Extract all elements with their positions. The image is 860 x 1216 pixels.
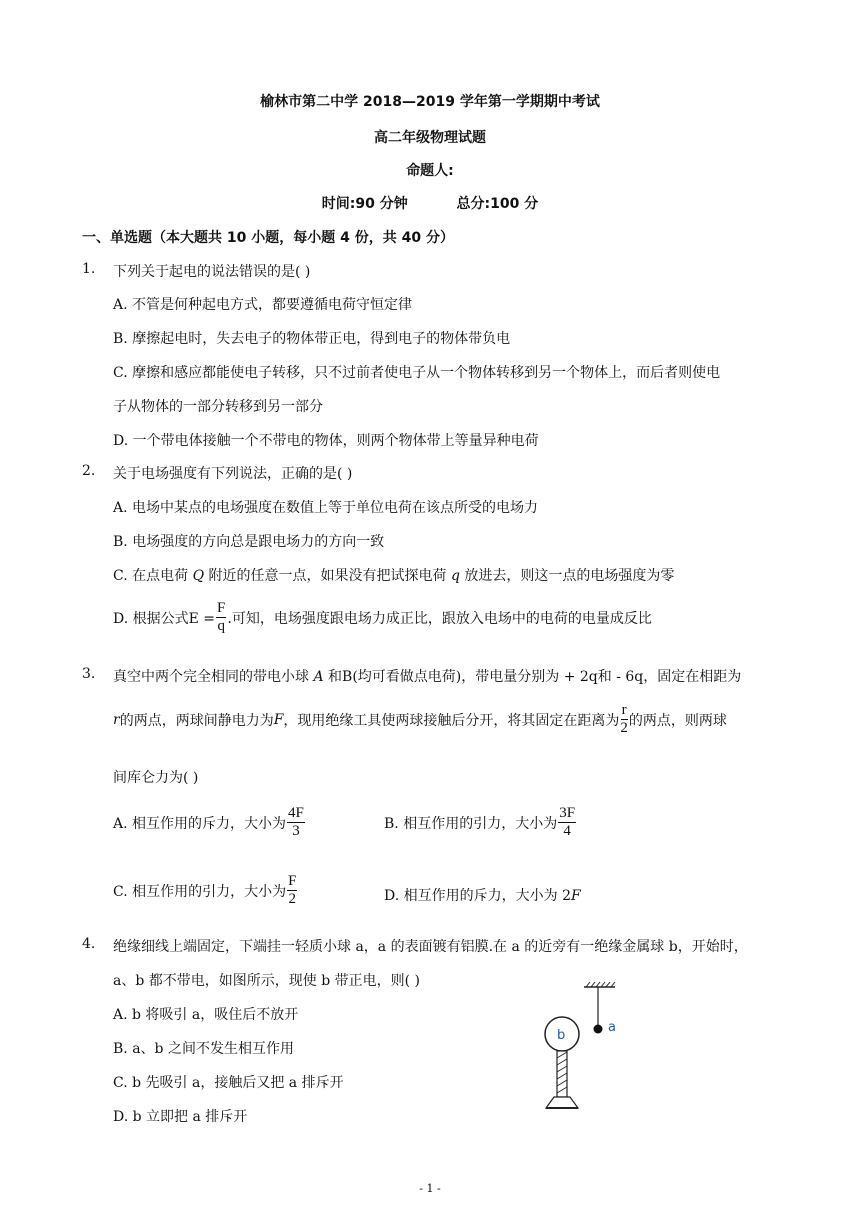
q1-option-c-line2: 子从物体的一部分转移到另一部分 — [113, 399, 323, 415]
q2-c-q: q — [450, 568, 460, 584]
q3-l1-text1: 真空中两个完全相同的带电小球 — [113, 669, 314, 685]
q2-d-text1: D. 根据公式E = — [113, 610, 216, 627]
page-number: - 1 - — [419, 1182, 441, 1195]
q3-a-text: A. 相互作用的斥力，大小为 — [113, 815, 287, 832]
time-info: 时间:90 分钟 总分:100 分 — [321, 196, 539, 212]
q3-l2-fraction — [620, 702, 628, 737]
q2-option-c — [113, 565, 674, 585]
q4-option-c: C. b 先吸引 a，接触后又把 a 排斥开 — [113, 1075, 344, 1091]
q2-option-b: B. 电场强度的方向总是跟电场力的方向一致 — [113, 534, 385, 550]
q1-number: 1. — [82, 261, 96, 277]
q3-option-c — [113, 873, 298, 908]
q3-l2-text1: 的两点，两球间静电力为 — [119, 712, 274, 729]
q2-c-text3: 放进去，则这一点的电场强度为零 — [459, 568, 675, 584]
q3-l2-denominator: 2 — [620, 720, 628, 736]
q4-number: 4. — [82, 936, 96, 952]
q1-option-a: A. 不管是何种起电方式，都要遵循电荷守恒定律 — [113, 297, 413, 313]
q3-stem-line1 — [113, 666, 741, 686]
ball-a — [594, 1025, 603, 1034]
q2-c-Q: Q — [192, 568, 205, 584]
q3-a-fraction — [287, 805, 305, 840]
q4-option-d: D. b 立即把 a 排斥开 — [113, 1109, 248, 1125]
q4-option-b: B. a、b 之间不发生相互作用 — [113, 1041, 294, 1057]
q2-c-text2: 附近的任意一点，如果没有把试探电荷 — [204, 568, 451, 584]
q4-stem-line1: 绝缘细线上端固定，下端挂一轻质小球 a，a 的表面镀有铝膜.在 a 的近旁有一绝缘金属球 b，开始时， — [113, 939, 748, 955]
q3-c-text: C. 相互作用的引力，大小为 — [113, 883, 287, 900]
q3-c-denominator: 2 — [288, 891, 297, 907]
q1-option-d: D. 一个带电体接触一个不带电的物体，则两个物体带上等量异种电荷 — [113, 433, 539, 449]
q3-number: 3. — [82, 666, 96, 682]
q1-stem: 下列关于起电的说法错误的是( ) — [113, 264, 311, 280]
q3-l2-numerator: r — [621, 702, 627, 718]
q3-l1-text2: 和B(均可看做点电荷)，带电量分别为 + 2q和 - 6q，固定在相距为 — [323, 669, 742, 685]
q3-d-text: D. 相互作用的斥力，大小为 2 — [384, 888, 571, 904]
q3-c-fraction — [287, 873, 297, 908]
q3-d-F: F — [570, 888, 581, 904]
q4-option-a: A. b 将吸引 a，吸住后不放开 — [113, 1007, 299, 1023]
q1-option-c-line1: C. 摩擦和感应都能使电子转移，只不过前者使电子从一个物体转移到另一个物体上，而后者则使电 — [113, 365, 721, 381]
q3-l2-F: F — [273, 711, 284, 728]
author-line: 命题人: — [406, 163, 454, 179]
ceiling-support — [584, 982, 615, 987]
q3-b-numerator: 3F — [559, 805, 576, 821]
q3-a-denominator: 3 — [292, 823, 300, 839]
q1-option-b: B. 摩擦起电时，失去电子的物体带正电，得到电子的物体带负电 — [113, 331, 511, 347]
q3-l2-r: r — [113, 711, 120, 728]
q3-stem-line3: 间库仑力为( ) — [113, 770, 199, 786]
q2-number: 2. — [82, 463, 96, 479]
q3-b-text: B. 相互作用的引力，大小为 — [384, 815, 558, 832]
exam-subtitle: 高二年级物理试题 — [374, 130, 486, 146]
q4-figure — [540, 980, 650, 1115]
q3-b-denominator: 4 — [563, 823, 571, 839]
q3-l2-text2: ，现用绝缘工具使两球接触后分开，将其固定在距离为 — [283, 712, 620, 729]
q2-c-text1: C. 在点电荷 — [113, 568, 193, 584]
q2-option-a: A. 电场中某点的电场强度在数值上等于单位电荷在该点所受的电场力 — [113, 500, 539, 516]
q3-a-numerator: 4F — [288, 805, 304, 821]
q2-d-fraction — [216, 600, 226, 635]
q3-option-a — [113, 805, 306, 840]
q3-stem-line2 — [113, 702, 727, 737]
label-a: a — [608, 1020, 616, 1035]
q3-c-numerator: F — [288, 873, 297, 889]
q4-stem-line2: a、b 都不带电，如图所示，现使 b 带正电，则( ) — [113, 973, 420, 989]
q2-d-numerator: F — [217, 600, 226, 616]
q3-option-b — [384, 805, 577, 840]
exam-title: 榆林市第二中学 2018—2019 学年第一学期期中考试 — [260, 94, 600, 110]
insulating-stand — [546, 1051, 578, 1108]
q2-stem: 关于电场强度有下列说法，正确的是( ) — [113, 466, 353, 482]
q2-d-denominator: q — [217, 618, 225, 634]
section-title: 一、单选题（本大题共 10 小题，每小题 4 份，共 40 分） — [82, 230, 454, 246]
q3-b-fraction — [558, 805, 576, 840]
q2-d-text2: .可知，电场强度跟电场力成正比，跟放入电场中的电荷的电量成反比 — [227, 610, 652, 627]
q3-l2-text3: 的两点，则两球 — [628, 712, 727, 729]
q2-option-d — [113, 600, 652, 635]
q3-option-d — [384, 885, 581, 905]
label-b: b — [557, 1028, 566, 1043]
q3-l1-A: A — [313, 669, 324, 685]
